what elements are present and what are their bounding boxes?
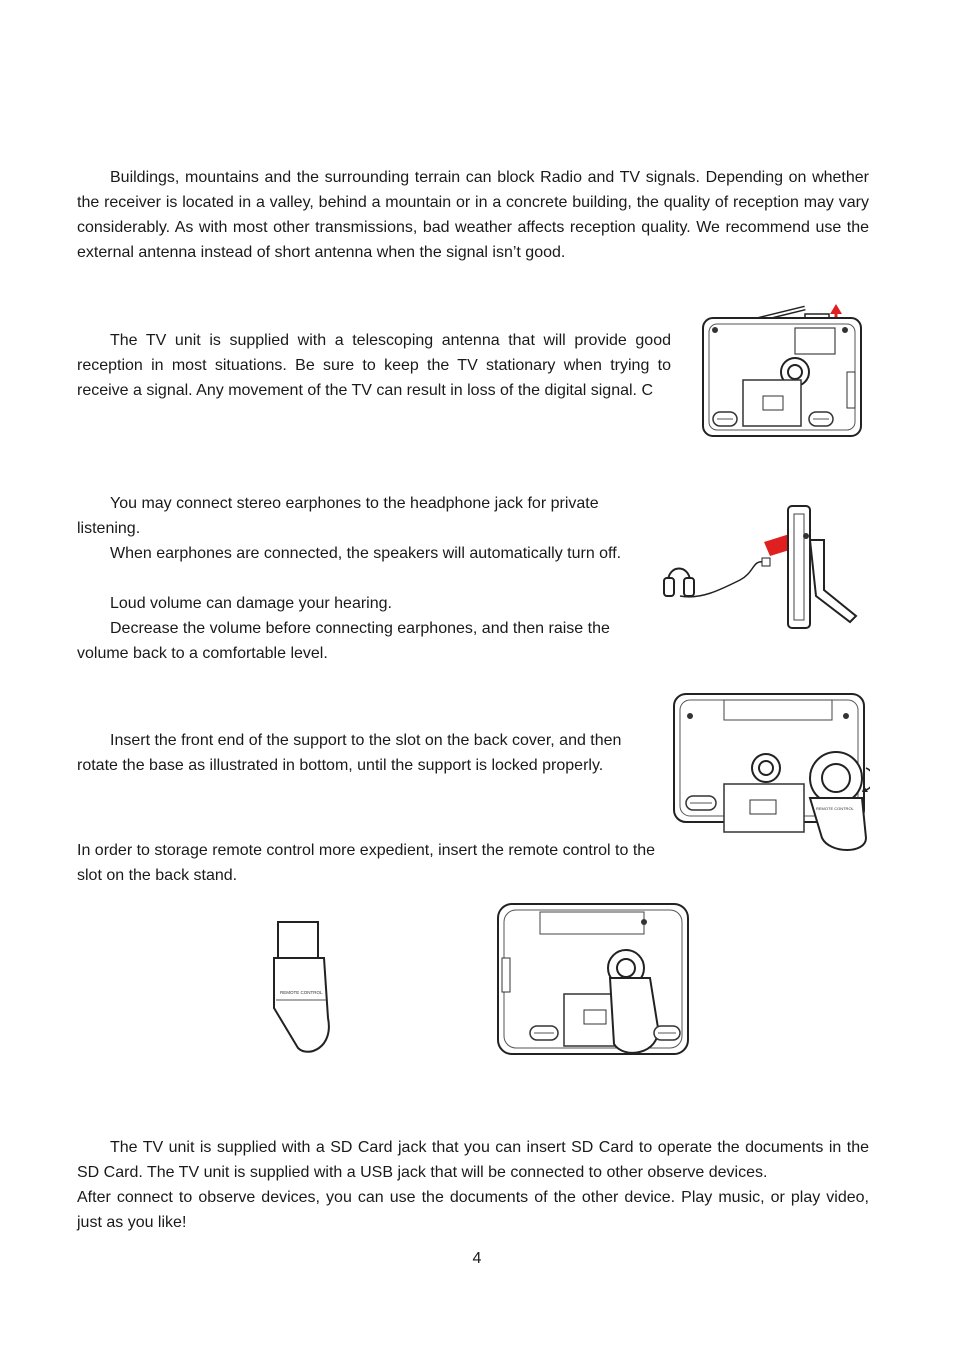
usb-line-1: The TV unit is supplied with a SD Card jack that you can insert SD Card to operate the documents in the SD Card. The TV unit is supplied with a USB jack that will be connected to other observe devices. — [77, 1139, 869, 1181]
support-remote-label: REMOTE CONTROL — [816, 806, 854, 811]
earphones-figure — [660, 500, 860, 632]
tv-back-stand-figure — [494, 898, 694, 1058]
page-number: 4 — [472, 1250, 482, 1267]
earphones-line-4: Decrease the volume before connecting earphones, and then raise the volume back to a comfortable level. — [77, 620, 610, 662]
earphones-block — [77, 491, 647, 666]
remote-paragraph: In order to storage remote control more expedient, insert the remote control to the slot on the back stand. — [77, 842, 656, 884]
support-figure — [670, 688, 870, 856]
support-paragraph: Insert the front end of the support to the slot on the back cover, and then rotate the base as illustrated in bottom, until the support is locked properly. — [77, 732, 622, 774]
reception-paragraph: Buildings, mountains and the surrounding terrain can block Radio and TV signals. Depending on whether the receiver is located in a valley, behind a mountain or in a concrete building, the quality of reception may vary considerably. As with most other transmissions, bad weather affects reception quality. We recommend use the external antenna instead of short antenna when the signal isn’t good. — [77, 169, 869, 261]
earphones-line-2: When earphones are connected, the speakers will automatically turn off. — [110, 545, 622, 562]
earphones-line-1: You may connect stereo earphones to the headphone jack for private listening. — [77, 495, 599, 537]
antenna-paragraph: The TV unit is supplied with a telescoping antenna that will provide good reception in most situations. Be sure to keep the TV stationary when trying to receive a signal. Any movement of the TV can result in loss of the digital signal. C — [77, 332, 671, 399]
antenna-figure — [695, 300, 867, 445]
earphones-warning: Loud volume can damage your hearing. — [110, 595, 392, 612]
usb-line-2: After connect to observe devices, you can use the documents of the other device. Play music, or play video, just as you like! — [77, 1189, 869, 1231]
remote-holder-label: REMOTE CONTROL — [280, 990, 323, 995]
usb-block — [77, 1135, 869, 1235]
remote-holder-figure — [268, 918, 338, 1058]
